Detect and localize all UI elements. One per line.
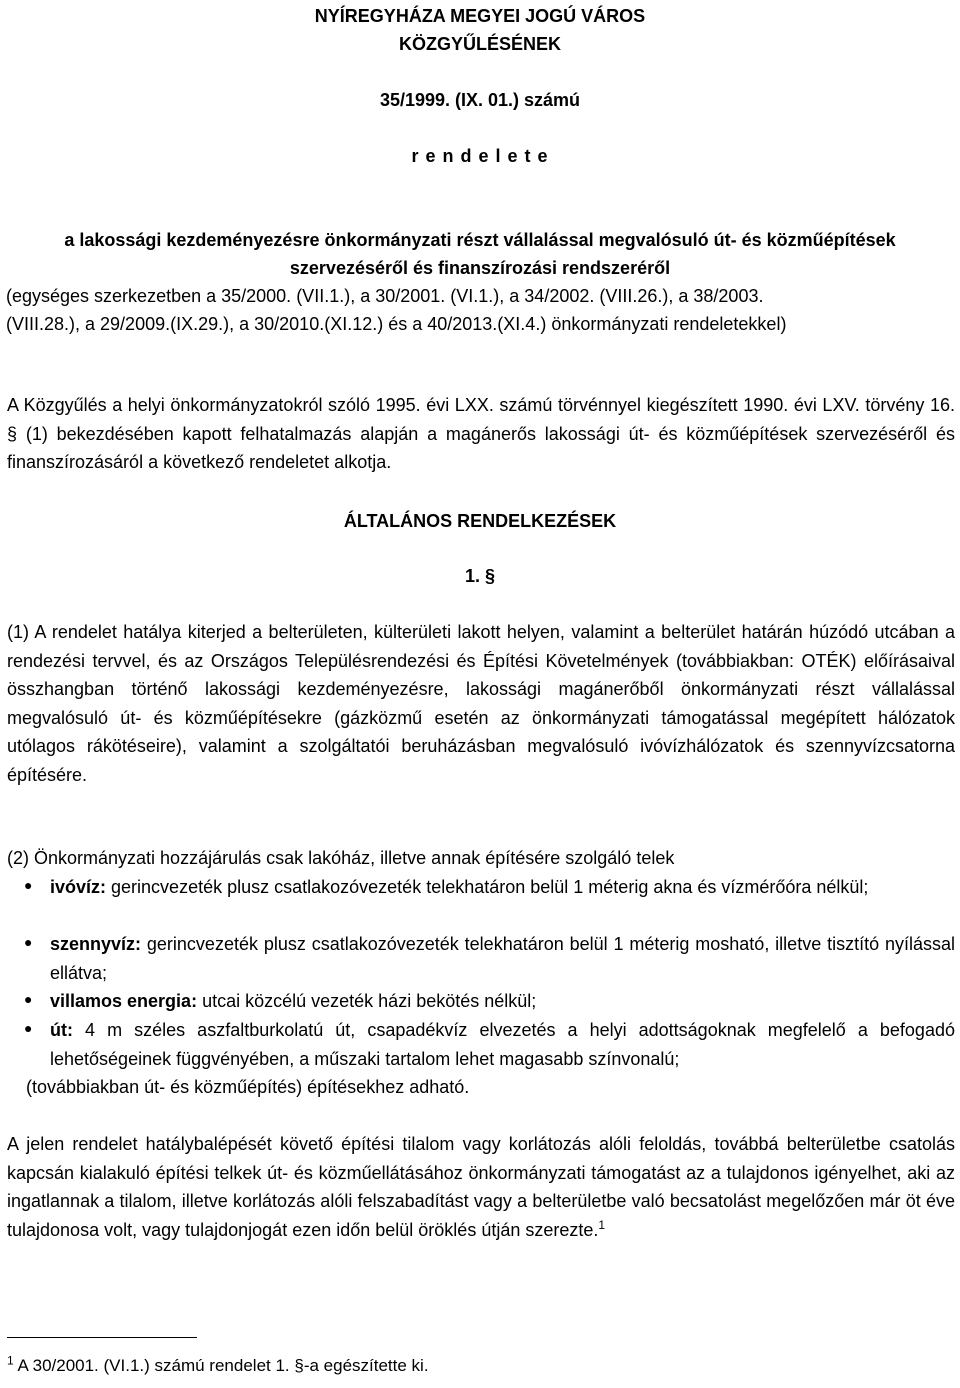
bullet-text: gerincvezeték plusz csatlakozóvezeték telekhatáron belül 1 méterig mosható, illetve tisztító nyílással ellátva; [50, 934, 955, 983]
paragraph-3 [7, 1130, 955, 1244]
bullet-term: út: [50, 1020, 73, 1040]
issuer-line-1: NYÍREGYHÁZA MEGYEI JOGÚ VÁROS [314, 6, 646, 26]
bullet-term: szennyvíz: [50, 934, 142, 954]
paragraph-1: (1) A rendelet hatálya kiterjed a belterületen, külterületi lakott helyen, valamint a belterület határán húzódó utcában a rendezési tervvel, és az Országos Településrendezési és Építési Követelmények (továbbiakban: OTÉK) előírásaival összhangban történő lakossági kezdeményezésre, lakossági magánerőből önkormányzati részt vállalással megvalósuló út- és közműépítésekre (gázközmű esetén az önkormányzati támogatással megépített hálózatok utólagos rákötéseire), valamint a szolgáltatói beruházásban megvalósuló ivóvízhálózatok és szennyvízcsatorna építésére. [7, 622, 955, 785]
bullet-text: utcai közcélú vezeték házi bekötés nélkül; [202, 991, 537, 1011]
title-line-1: a lakossági kezdeményezésre önkormányzati részt vállalással megvalósuló út- és közműépítések [64, 230, 896, 250]
title-line-2: szervezéséről és finanszírozási rendszeréről [289, 258, 671, 278]
bullet-icon: ● [24, 991, 33, 1007]
section-heading: ÁLTALÁNOS RENDELKEZÉSEK [343, 511, 617, 531]
footnote-reference[interactable]: 1 [598, 1217, 606, 1232]
bullet-text: gerincvezeték plusz csatlakozóvezeték telekhatáron belül 1 méterig akna és vízmérőóra nélkül; [111, 877, 869, 897]
issuer-heading [0, 2, 960, 58]
decree-label: r e n d e l e t e [411, 146, 549, 166]
bullet-icon: ● [24, 1020, 33, 1036]
amendments-line-2: (VIII.28.), a 29/2009.(IX.29.), a 30/2010.(XI.12.) és a 40/2013.(XI.4.) önkormányzati rendeletekkel) [6, 314, 787, 334]
bullet-item-szennyviz [50, 930, 955, 987]
decree-number: 35/1999. (IX. 01.) számú [379, 90, 581, 110]
paragraph-2-outro: (továbbiakban út- és közműépítés) építésekhez adható. [26, 1077, 470, 1097]
issuer-line-2: KÖZGYŰLÉSÉNEK [398, 34, 562, 54]
paragraph-2-intro: (2) Önkormányzati hozzájárulás csak lakóház, illetve annak építésére szolgáló telek [7, 848, 675, 868]
bullet-item-ivoviz [50, 873, 955, 902]
footnote-divider [7, 1337, 197, 1338]
bullet-text: 4 m széles aszfaltburkolatú út, csapadékvíz elvezetés a helyi adottságoknak megfelelő a befogadó lehetőségeinek függvényében, a műszaki tartalom lehet magasabb színvonalú; [50, 1020, 955, 1069]
bullet-icon: ● [24, 934, 33, 950]
bullet-term: ivóvíz: [50, 877, 107, 897]
paragraph-3-text: A jelen rendelet hatálybalépését követő építési tilalom vagy korlátozás alóli feloldás, továbbá belterületbe csatolás kapcsán kialakuló építési telkek út- és közműellátásához önkormányzati támogatást az a tulajdonos igényelhet, aki az ingatlannak a tilalom, illetve korlátozás alóli felszabadítást vagy a belterületbe való becsatolást megelőzően már öt éve tulajdonosa volt, vagy tulajdonjogát ezen időn belül öröklés útján szerezte. [7, 1134, 955, 1240]
preamble: A Közgyűlés a helyi önkormányzatokról szóló 1995. évi LXX. számú törvénnyel kiegészített 1990. évi LXV. törvény 16. § (1) bekezdésében kapott felhatalmazás alapján a magánerős lakossági út- és közműépítések szervezéséről és finanszírozásáról a következő rendeletet alkotja. [7, 395, 955, 472]
decree-title [0, 226, 960, 282]
bullet-item-villamos [50, 987, 955, 1016]
bullet-term: villamos energia: [50, 991, 198, 1011]
footnote-mark: 1 [7, 1353, 14, 1368]
footnote [7, 1352, 957, 1380]
amendments-note [6, 282, 956, 338]
footnote-text: A 30/2001. (VI.1.) számú rendelet 1. §-a egészítette ki. [17, 1356, 429, 1375]
bullet-item-ut [50, 1016, 955, 1073]
bullet-icon: ● [24, 877, 33, 893]
section-number: 1. § [464, 566, 496, 586]
amendments-line-1: (egységes szerkezetben a 35/2000. (VII.1.), a 30/2001. (VI.1.), a 34/2002. (VIII.26.), a 38/2003. [6, 286, 764, 306]
